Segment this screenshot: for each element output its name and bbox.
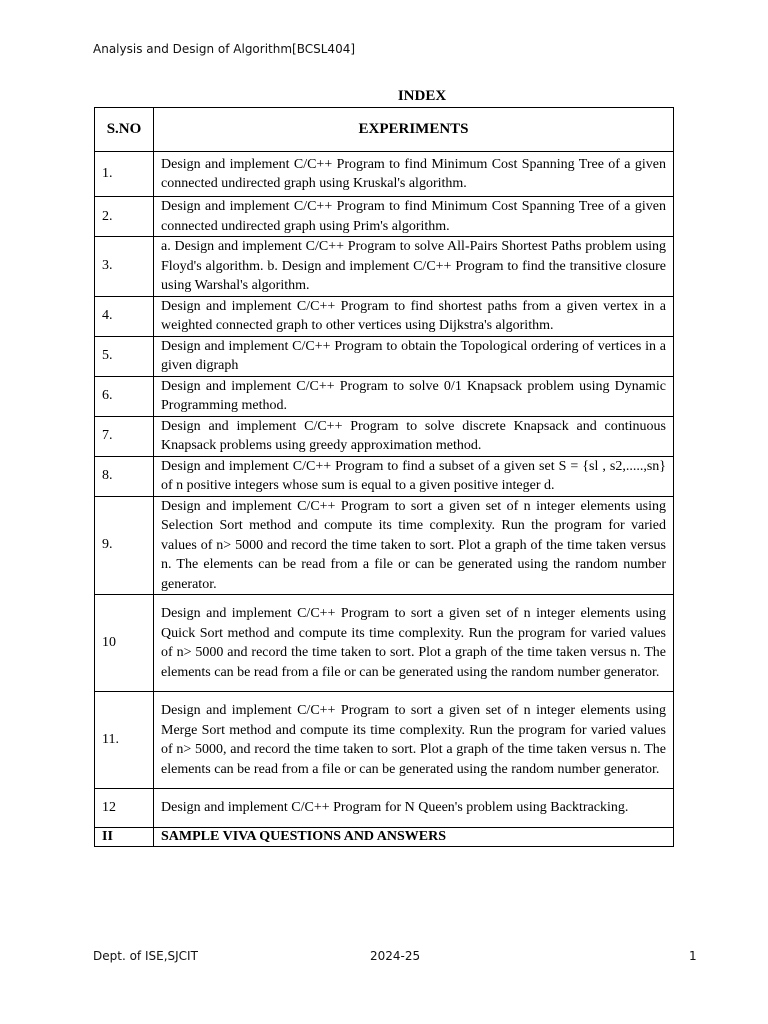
row-number: 12: [95, 789, 154, 828]
footer-year: 2024-25: [370, 949, 421, 963]
table-row: [95, 197, 674, 237]
footer-dept: Dept. of ISE,SJCIT: [93, 949, 198, 963]
row-description: Design and implement C/C++ Program to sort a given set of n integer elements using Merge Sort method and compute its time complexity. Run the program for varied values of n> 5000, and record the time taken to sort. Plot a graph of the time taken versus n. The elements can be read from a file or can be generated using the random number generator.: [154, 692, 674, 789]
column-header-sno: S.NO: [95, 108, 154, 152]
table-row: [95, 496, 674, 595]
row-number: 6.: [95, 376, 154, 416]
table-row: [95, 595, 674, 692]
row-description: Design and implement C/C++ Program to find a subset of a given set S = {sl , s2,.....,sn} of n positive integers whose sum is equal to a given positive integer d.: [154, 456, 674, 496]
row-number: 9.: [95, 496, 154, 595]
row-number: 2.: [95, 197, 154, 237]
table-row: [95, 416, 674, 456]
table-row: [95, 296, 674, 336]
row-number: 1.: [95, 152, 154, 197]
row-description: Design and implement C/C++ Program to solve discrete Knapsack and continuous Knapsack problems using greedy approximation method.: [154, 416, 674, 456]
section-number: II: [95, 828, 154, 847]
row-number: 11.: [95, 692, 154, 789]
row-description: Design and implement C/C++ Program for N Queen's problem using Backtracking.: [154, 789, 674, 828]
column-header-experiments: EXPERIMENTS: [154, 108, 674, 152]
table-row: [95, 237, 674, 297]
row-number: 8.: [95, 456, 154, 496]
row-number: 10: [95, 595, 154, 692]
table-row: [95, 336, 674, 376]
row-description: Design and implement C/C++ Program to find Minimum Cost Spanning Tree of a given connected undirected graph using Kruskal's algorithm.: [154, 152, 674, 197]
section-title: SAMPLE VIVA QUESTIONS AND ANSWERS: [154, 828, 674, 847]
row-number: 5.: [95, 336, 154, 376]
row-description: Design and implement C/C++ Program to find Minimum Cost Spanning Tree of a given connected undirected graph using Prim's algorithm.: [154, 197, 674, 237]
page-title: INDEX: [397, 88, 447, 104]
table-row: [95, 692, 674, 789]
row-number: 3.: [95, 237, 154, 297]
row-number: 4.: [95, 296, 154, 336]
page-header: Analysis and Design of Algorithm[BCSL404]: [93, 42, 356, 56]
row-description: Design and implement C/C++ Program to sort a given set of n integer elements using Selection Sort method and compute its time complexity. Run the program for varied values of n> 5000 and record the time taken to sort. Plot a graph of the time taken versus n. The elements can be read from a file or can be generated using the random number generator.: [154, 496, 674, 595]
row-description: Design and implement C/C++ Program to find shortest paths from a given vertex in a weighted connected graph to other vertices using Dijkstra's algorithm.: [154, 296, 674, 336]
section-row: [95, 828, 674, 847]
row-description: Design and implement C/C++ Program to obtain the Topological ordering of vertices in a given digraph: [154, 336, 674, 376]
row-description: Design and implement C/C++ Program to solve 0/1 Knapsack problem using Dynamic Programming method.: [154, 376, 674, 416]
table-row: [95, 456, 674, 496]
table-row: [95, 152, 674, 197]
row-number: 7.: [95, 416, 154, 456]
index-table: [94, 107, 674, 847]
table-header-row: [95, 108, 674, 152]
row-description: Design and implement C/C++ Program to sort a given set of n integer elements using Quick Sort method and compute its time complexity. Run the program for varied values of n> 5000 and record the time taken to sort. Plot a graph of the time taken versus n. The elements can be read from a file or can be generated using the random number generator.: [154, 595, 674, 692]
row-description: a. Design and implement C/C++ Program to solve All-Pairs Shortest Paths problem using Floyd's algorithm. b. Design and implement C/C++ Program to find the transitive closure using Warshal's algorithm.: [154, 237, 674, 297]
table-row: [95, 376, 674, 416]
table-row: [95, 789, 674, 828]
footer-page-number: 1: [689, 949, 697, 963]
